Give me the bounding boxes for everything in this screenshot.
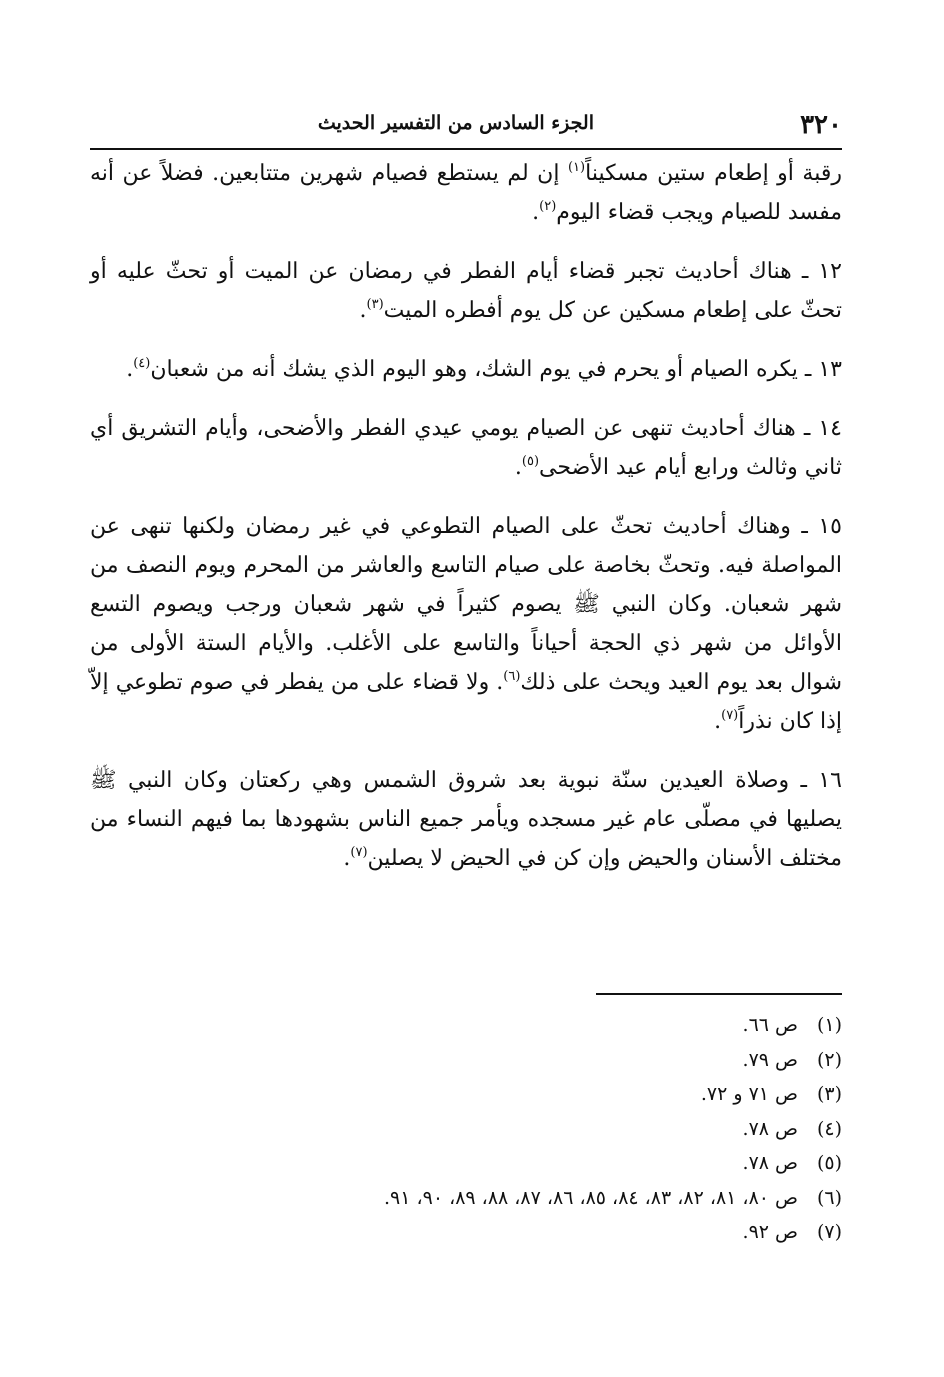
footnote [90,1112,842,1147]
footnote-number: (٤) [816,1117,842,1140]
footnote-number: (٦) [816,1186,842,1209]
book-page [90,0,842,1377]
paragraph-text: . [343,846,351,871]
paragraph-text: ١٣ ـ يكره الصيام أو يحرم في يوم الشك، وهو اليوم الذي يشك أنه من شعبان [150,357,842,382]
paragraph [90,350,842,389]
footnote-number: (١) [816,1014,842,1036]
footnote [90,1146,842,1181]
paragraph-text: . [714,709,722,734]
paragraph-text: ١٢ ـ هناك أحاديث تجبر قضاء أيام الفطر في رمضان عن الميت أو تحثّ عليه أو تحثّ على إطعام مسكين عن كل يوم أفطره الميت [90,259,842,323]
footnote-text: ص ٩٢. [742,1221,798,1243]
footnote [90,1077,842,1112]
footnote-text: ص ٦٦. [742,1014,798,1036]
paragraph-text: . [126,357,134,382]
paragraph-text: . [532,200,540,225]
footnote-reference: (١) [567,160,586,175]
footnote-text: ص ٧٨. [742,1117,798,1140]
paragraph-text: إن لم يستطع فصيام شهرين متتابعين. فضلاً عن أنه مفسد للصيام ويجب قضاء اليوم [90,161,842,225]
header-rule [90,148,842,150]
footnote-reference: (٣) [366,297,384,312]
footnote-reference: (٤) [133,356,151,371]
footnote-reference: (٢) [539,199,557,214]
footnote-number: (٧) [816,1221,842,1243]
page-header [90,104,842,144]
footnote-reference: (٧) [721,708,739,723]
footnote-separator [596,993,842,995]
footnote-text: ص ٧١ و ٧٢. [700,1083,798,1105]
paragraph-text: . [359,298,367,323]
body-text [90,154,842,898]
paragraph-text: . ولا قضاء على من يفطر في صوم تطوعي إلاّ إذا كان نذراً [90,670,842,734]
paragraph [90,507,842,741]
paragraph-text: ١٤ ـ هناك أحاديث تنهى عن الصيام يومي عيدي الفطر والأضحى، وأيام التشريق أي ثاني وثالث ورابع أيام عيد الأضحى [90,416,842,480]
paragraph-text: رقبة أو إطعام ستين مسكيناً [585,161,843,186]
paragraph-text: . [514,455,522,480]
footnote-text: ص ٨٠، ٨١، ٨٢، ٨٣، ٨٤، ٨٥، ٨٦، ٨٧، ٨٨، ٨٩، ٩٠، ٩١. [383,1186,798,1209]
page-number: ٣٢٠ [800,110,842,140]
paragraph [90,761,842,878]
paragraph [90,409,842,487]
footnote-number: (٣) [816,1083,842,1105]
footnote-number: (٥) [816,1152,842,1174]
running-title: الجزء السادس من التفسير الحديث [317,112,594,134]
footnote [90,1008,842,1043]
paragraph-text: ١٦ ـ وصلاة العيدين سنّة نبوية بعد شروق الشمس وهي ركعتان وكان النبي ﷺ يصليها في مصلّى عام غير مسجده ويأمر جميع الناس بشهودها بما فيهم النساء من مختلف الأسنان والحيض وإن كن في الحيض لا يصلين [90,768,842,871]
footnotes [90,1008,842,1250]
footnote-number: (٢) [816,1048,842,1071]
footnote-text: ص ٧٨. [742,1152,798,1174]
footnote-reference: (٥) [521,454,540,469]
footnote [90,1181,842,1216]
paragraph-text: ١٥ ـ وهناك أحاديث تحثّ على الصيام التطوعي في غير رمضان ولكنها تنهى عن المواصلة فيه. وتحثّ بخاصة على صيام التاسع والعاشر من المحرم ويوم النصف من شهر شعبان. وكان النبي ﷺ يصوم كثيراً في شهر شعبان ورجب ويصوم التسع الأوائل من شهر ذي الحجة أحياناً والتاسع على الأغلب. والأيام الستة الأولى من شوال بعد يوم العيد ويحث على ذلك [90,514,842,695]
footnote-reference: (٧) [350,845,368,860]
footnote-text: ص ٧٩. [742,1048,798,1071]
paragraph [90,154,842,232]
footnote [90,1043,842,1078]
paragraph [90,252,842,330]
footnote-reference: (٦) [503,669,521,684]
footnote [90,1215,842,1250]
